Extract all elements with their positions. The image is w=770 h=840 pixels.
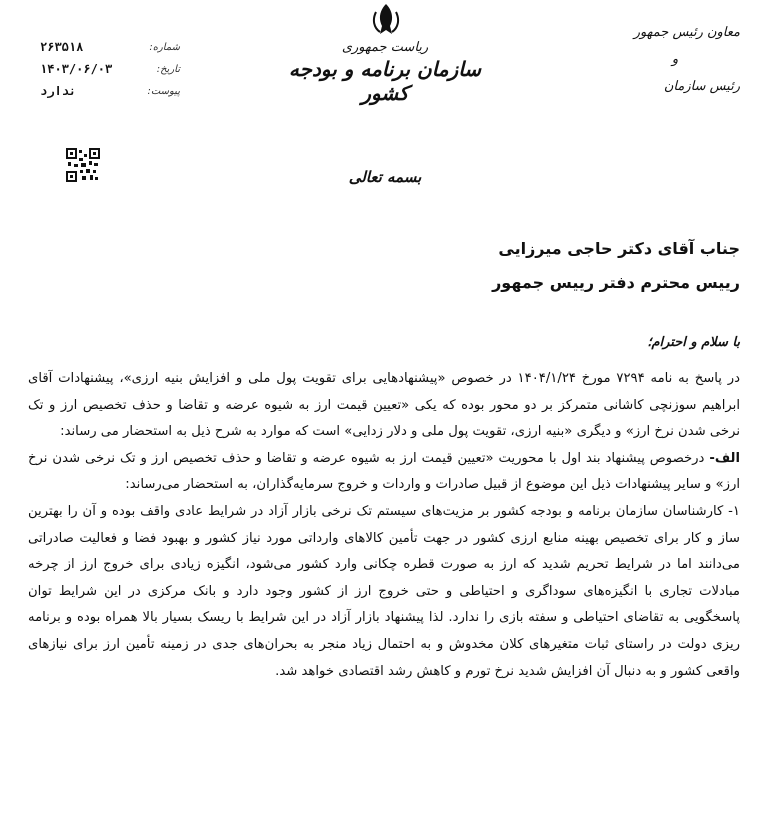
routing-line-1: معاون رئیس جمهور [633,25,740,40]
letter-number-label: شماره: [149,41,180,53]
greeting: با سلام و احترام؛ [647,335,740,350]
intro-paragraph: در پاسخ به نامه ۷۲۹۴ مورخ ۱۴۰۴/۱/۲۴ در خصوص «پیشنهادهایی برای تقویت پول ملی و افزایش بنیه ارزی»، پیشنهادات آقای ابراهیم سوزنچی کاشانی متمرکز بر دو محور بوده که یکی «تعیین قیمت ارز به شیوه عرضه و تقاضا و حذف تخصیص ارز و تک نرخی شدن نرخ ارز» و دیگری «بنیه ارزی، تقویت پول ملی و دلار زدایی» است که موارد به شرح ذیل به استحضار می رساند: [28,371,740,440]
addressee-name: جناب آقای دکتر حاجی میرزایی [498,239,740,258]
attachment-row [40,80,180,102]
letter-number-row [40,36,180,58]
attachment-label: پیوست: [147,85,180,97]
letter-date-row [40,58,180,80]
letter-date: ۱۴۰۳/۰۶/۰۳ [40,62,113,76]
section-a-text: درخصوص پیشنهاد بند اول با محوریت «تعیین قیمت ارز به شیوه عرضه و تقاضا و حذف تخصیص ارز و تک نرخی شدن نرخ ارز» و سایر پیشنهادات ذیل این موضوع از قبیل صادرات و واردات و خروج سرمایه‌گذاران، به استحضار می‌رساند: [28,450,740,493]
state-emblem-icon [370,2,402,38]
letter-number: ۲۶۳۵۱۸ [40,40,84,54]
addressee-title: رییس محترم دفتر رییس جمهور [492,273,740,292]
routing-line-3: رئیس سازمان [663,79,740,94]
routing-line-2: و [671,52,679,67]
attachment-value: ندارد [40,84,77,98]
section-a-paragraph [28,446,740,499]
section-a-key: الف- [709,450,740,466]
item-1-paragraph: ۱- کارشناسان سازمان برنامه و بودجه کشور بر مزیت‌های سیستم تک نرخی بازار آزاد در شرایط عادی واقف بوده و آن را بهترین ساز و کار برای تخصیص بهینه منابع ارزی کشور در جهت تأمین کالاهای وارداتی مورد نیاز کشور و بهبود فضا و فعالیت صادراتی می‌دانند اما در شرایط تحریم شدید که ارز به صورت قطره چکانی وارد کشور می‌شود، انگیزه زیادی برای خروج ارز از چرخه مبادلات تجاری با انگیزه‌های سوداگری و احتیاطی و حتی خروج ارز از کشور وجود دارد و بانک مرکزی در این شرایط توان پاسخگویی به تقاضای احتیاطی و سفته بازی را ندارد. لذا پیشنهاد بازار آزاد در این شرایط با ریسک بسیار بالا همراه بوده و برنامه ریزی دولت در راستای ثبات متغیرهای کلان مخدوش و به احتمال زیاد منجر به بحران‌های جدی در زمینه تأمین ارز برای نیازهای واقعی کشور و به دنبال آن افزایش شدید نرخ تورم و کاهش رشد اقتصادی خواهد شد. [28,503,740,679]
bismillah-heading: بسمه تعالی [348,168,422,186]
letter-meta [40,36,180,102]
org-title: سازمان برنامه و بودجه کشور [288,57,482,105]
routing-block [610,16,740,104]
org-subtitle: ریاست جمهوری [341,40,429,55]
organization-header [285,40,485,105]
addressee-block [492,232,740,300]
letter-body [28,366,740,685]
letter-date-label: تاریخ: [156,63,180,75]
